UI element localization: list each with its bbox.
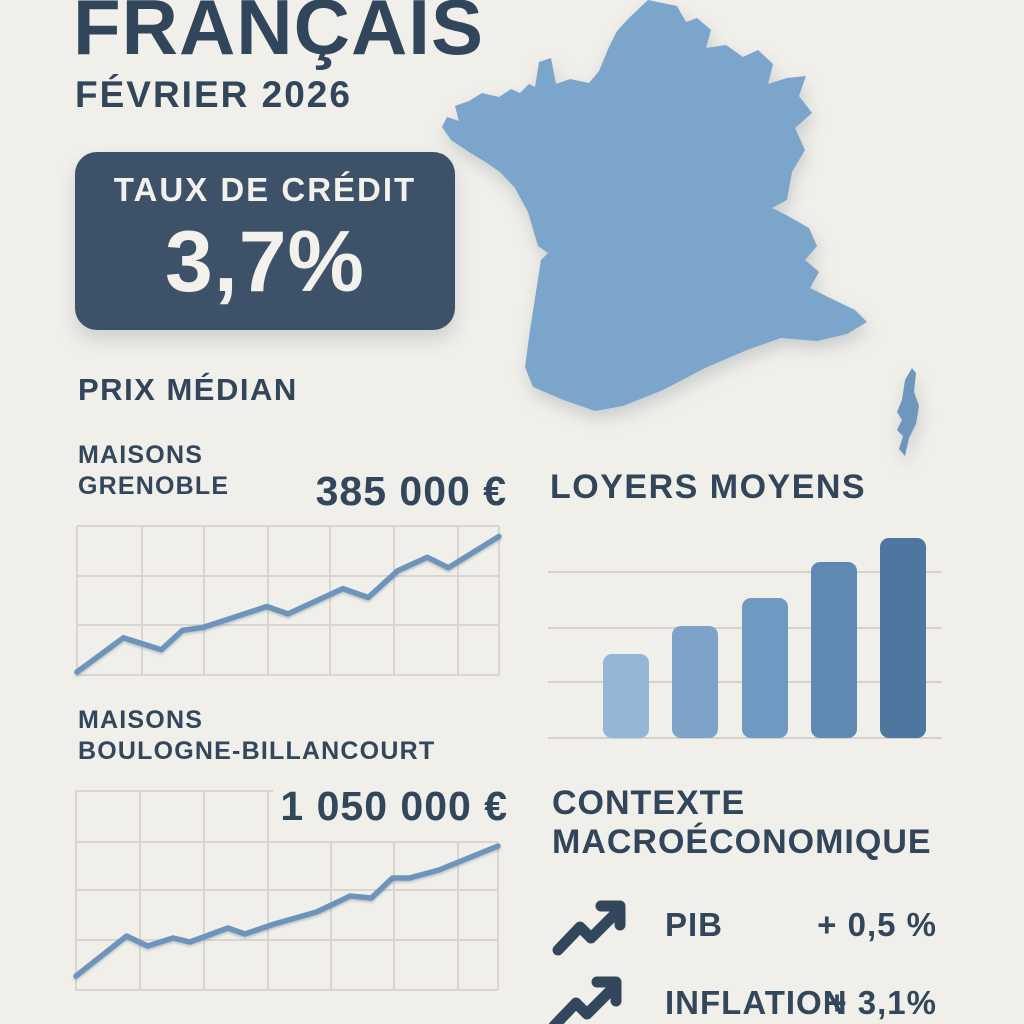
- pib-label: PIB: [665, 906, 724, 943]
- page-subtitle: FÉVRIER 2026: [75, 74, 352, 115]
- boulogne-price: 1 050 000 €: [280, 783, 508, 829]
- inflation-value: + 3,1%: [827, 984, 937, 1021]
- pib-value: + 0,5 %: [817, 906, 937, 943]
- page-title: FRANÇAIS: [73, 0, 484, 71]
- loyers-heading: LOYERS MOYENS: [550, 468, 867, 506]
- boulogne-label-line1: MAISONS: [78, 706, 204, 734]
- france-mainland-shape: [442, 0, 867, 411]
- trending-up-icon: [552, 896, 632, 958]
- grenoble-label: [78, 440, 229, 502]
- credit-rate-label: TAUX DE CRÉDIT: [113, 170, 417, 208]
- macro-heading: [552, 784, 932, 862]
- grenoble-label-line2: GRENOBLE: [78, 472, 230, 500]
- france-map: [435, 0, 945, 470]
- boulogne-label: [78, 705, 435, 767]
- grenoble-price: 385 000 €: [315, 468, 507, 514]
- trending-up-icon: [548, 972, 628, 1024]
- grenoble-line-chart: [76, 524, 500, 678]
- inflation-label: INFLATION: [665, 984, 848, 1021]
- grenoble-label-line1: MAISONS: [78, 441, 204, 469]
- corsica-shape: [897, 368, 919, 456]
- prix-median-heading: PRIX MÉDIAN: [78, 372, 298, 407]
- credit-rate-value: 3,7%: [164, 213, 366, 310]
- credit-rate-card: [75, 152, 455, 330]
- loyers-bar-chart: [548, 530, 948, 742]
- macro-heading-line1: CONTEXTE: [552, 784, 746, 822]
- macro-heading-line2: MACROÉCONOMIQUE: [552, 823, 932, 861]
- boulogne-label-line2: BOULOGNE-BILLANCOURT: [78, 737, 436, 765]
